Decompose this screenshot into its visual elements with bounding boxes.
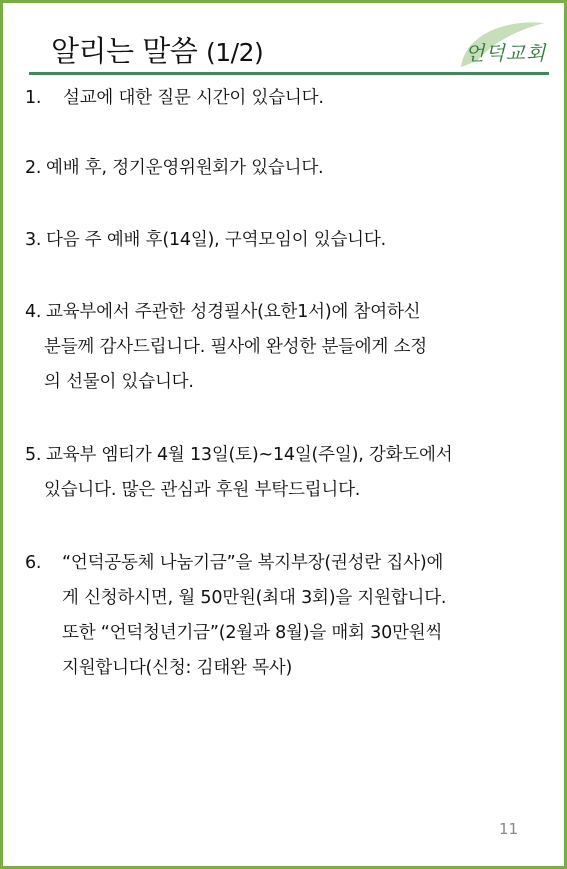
item-line: 의 선물이 있습니다. (44, 372, 194, 392)
logo-text: 언덕교회 (465, 41, 547, 65)
item-line: 설교에 대한 질문 시간이 있습니다. (63, 88, 324, 108)
item-line: 또한 “언덕청년기금”(2월과 8월)을 매회 30만원씩 (62, 623, 443, 643)
item-line: 다음 주 예배 후(14일), 구역모임이 있습니다. (46, 230, 386, 250)
church-logo (455, 17, 559, 73)
page-number: 11 (499, 820, 519, 838)
item-number: 1. (25, 88, 42, 108)
list-item (25, 151, 323, 186)
item-number: 2. (25, 158, 42, 178)
item-line: 예배 후, 정기운영위원회가 있습니다. (46, 158, 324, 178)
title-main: 알리는 말씀 (51, 34, 198, 68)
page-title (51, 29, 263, 70)
item-number: 4. (25, 302, 42, 322)
list-item (25, 438, 452, 508)
list-item (25, 81, 324, 116)
item-line: 교육부에서 주관한 성경필사(요한1서)에 참여하신 (46, 302, 421, 322)
item-line: 있습니다. 많은 관심과 후원 부탁드립니다. (44, 480, 361, 500)
list-item (25, 546, 446, 686)
list-item (25, 295, 427, 400)
item-line: 분들께 감사드립니다. 필사에 완성한 분들에게 소정 (44, 337, 427, 357)
item-line: “언덕공동체 나눔기금”을 복지부장(권성란 집사)에 (62, 553, 444, 573)
title-page-indicator: (1/2) (206, 38, 264, 67)
item-number: 3. (25, 230, 42, 250)
item-number: 6. (25, 553, 42, 573)
item-number: 5. (25, 445, 42, 465)
item-line: 교육부 엠티가 4월 13일(토)~14일(주일), 강화도에서 (46, 445, 453, 465)
list-item (25, 223, 386, 258)
item-line: 게 신청하시면, 월 50만원(최대 3회)을 지원합니다. (62, 588, 447, 608)
item-line: 지원합니다(신청: 김태완 목사) (62, 658, 293, 678)
